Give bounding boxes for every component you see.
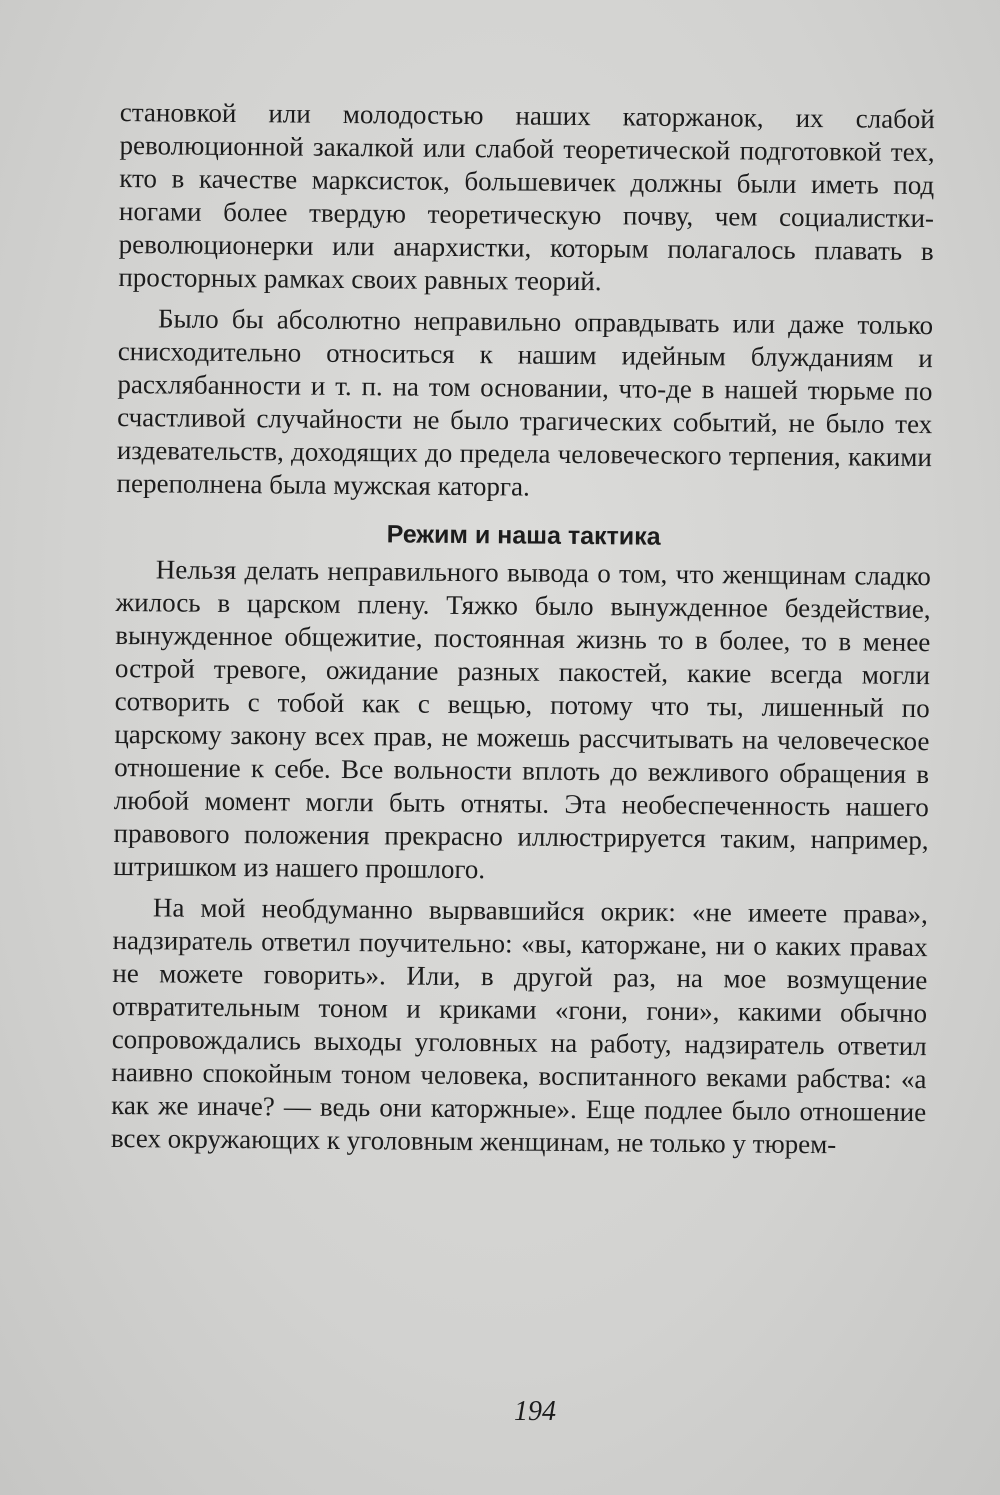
paragraph-continued: становкой или молодостью наших каторжанок, их слабой революционной закалкой или слабой теоретической подготовкой тех, кто в качестве марксисток, большевичек должны были иметь под ногами более твердую теоретическую почву, чем социалистки-революционерки или анархистки, которым полагалось плавать в просторных рамках своих равных теорий. (118, 96, 935, 297)
paragraph: На мой необдуманно вырвавшийся окрик: «не имеете права», надзиратель ответил поучительно: «вы, каторжане, ни о каких правах не можете говорить». Или, в другой раз, на мое возмущение отвратительным тоном и криками «гони, гони», какими обычно сопровождались выходы уголовных на работу, надзиратель ответил наивно спокойным тоном человека, воспитанного веками рабства: «а как же иначе? — ведь они каторжные». Еще подлее было отношение всех окружающих к уголовным женщинам, не только у тюрем- (110, 892, 929, 1160)
paragraph: Нельзя делать неправильного вывода о том, что женщинам сладко жилось в царском плену. Тяжко было вынужденное бездействие, вынужденное общежитие, постоянная жизнь то в более, то в менее острой тревоге, ожидание разных пакостей, какие всегда могли сотворить с тобой как с вещью, потому что ты, лишенный по царскому закону всех прав, не можешь рассчитывать на человеческое отношение к себе. Все вольности вплоть до вежливого обращения в любой момент могли быть отняты. Эта необеспеченность нашего правового положения прекрасно иллюстрируется таким, например, штришком из нашего прошлого. (113, 554, 931, 885)
page-number: 194 (514, 1396, 556, 1427)
section-heading: Режим и наша тактика (386, 520, 661, 551)
paragraph: Было бы абсолютно неправильно оправдывать или даже только снисходительно относиться к нашим идейным блужданиям и расхлябанности и т. п. на том основании, что-де в нашей тюрьме по счастливой случайности не было трагических событий, не было тех издевательств, доходящих до предела человеческого терпения, какими переполнена была мужская каторга. (116, 303, 934, 502)
page-text (111, 96, 935, 1162)
